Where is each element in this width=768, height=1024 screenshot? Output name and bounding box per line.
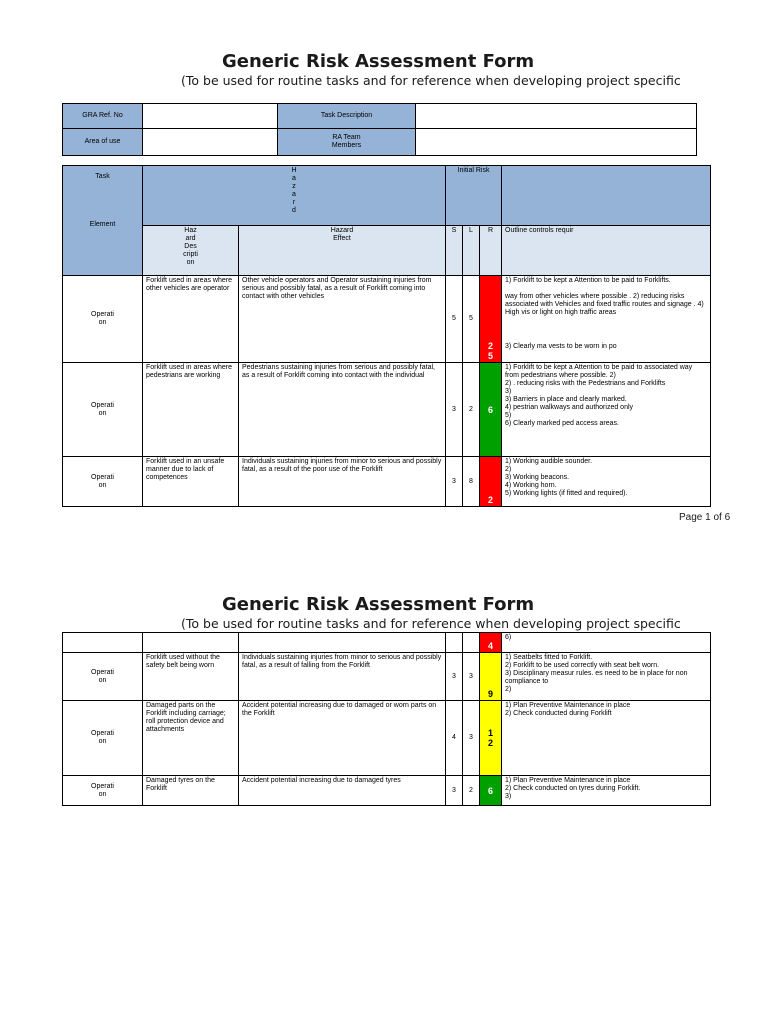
element-line: Operati (91, 782, 114, 790)
risk-rating-cell (480, 653, 502, 701)
risk-digit: 9 (487, 689, 493, 699)
hazard-cell: Forklift used in areas where other vehicles are operator (143, 276, 239, 363)
table-row (63, 776, 711, 806)
risk-digit: 1 (487, 728, 493, 738)
controls-cell (502, 701, 711, 776)
control-line: 1) Seatbelts fitted to Forklift. (505, 654, 593, 661)
severity-cell: 3 (446, 653, 463, 701)
element-line: on (98, 409, 107, 417)
table-row (63, 633, 711, 653)
likelihood-cell: 8 (463, 457, 480, 507)
effect-cell: Pedestrians sustaining injuries from serious and possibly fatal, as a result of Forklift coming into contact with the individual (239, 363, 446, 457)
severity-cell: 4 (446, 701, 463, 776)
risk-table-page2 (62, 632, 711, 806)
hazard-letter: H (291, 167, 297, 174)
effect-cell (239, 633, 446, 653)
element-cell (63, 776, 143, 806)
element-cell (63, 457, 143, 507)
severity-cell: 3 (446, 457, 463, 507)
likelihood-cell: 2 (463, 363, 480, 457)
hazard-letter: a (292, 191, 296, 198)
element-line: Operati (91, 668, 114, 676)
table-row (63, 276, 711, 363)
risk-digit: 4 (487, 641, 493, 651)
control-line: 6) Clearly marked ped access areas. (505, 420, 619, 427)
controls-cell (502, 276, 711, 363)
controls-cell (502, 633, 711, 653)
hazard-desc-line: on (186, 259, 195, 266)
control-line: 1) Working audible sounder. (505, 458, 593, 465)
control-line: 4) pestrian walkways and authorized only (505, 404, 634, 411)
risk-rating-cell (480, 457, 502, 507)
severity-cell: 3 (446, 363, 463, 457)
element-cell (63, 653, 143, 701)
control-line: 3) (505, 793, 512, 800)
element-cell (63, 363, 143, 457)
control-line: 2) (505, 686, 512, 693)
severity-cell: 3 (446, 776, 463, 806)
control-line: 1) Forklift to be kept a Attention to be paid to associated way from pedestrians where possible. 2) (505, 364, 693, 379)
controls-header: Outline controls requir (502, 226, 711, 276)
initial-risk-header: Initial Risk (446, 166, 502, 226)
effect-cell: Individuals sustaining injuries from minor to serious and possibly fatal, as a result of the poor use of the Forklift (239, 457, 446, 507)
task-element-header (63, 166, 143, 276)
element-line: on (98, 676, 107, 684)
hazard-letter: d (292, 207, 296, 214)
risk-header: R (480, 226, 502, 276)
control-line: 4) Working horn. (505, 482, 557, 489)
control-line: 2) Check conducted on tyres during Forklift. (505, 785, 641, 792)
controls-cell (502, 776, 711, 806)
info-table (62, 103, 697, 156)
control-line: 3) (505, 388, 512, 395)
table-row (63, 701, 711, 776)
effect-cell: Other vehicle operators and Operator sustaining injuries from serious and possibly fatal, as a result of Forklift coming into contact with other vehicles (239, 276, 446, 363)
area-of-use-label: Area of use (63, 129, 143, 156)
ra-team-label-line1: RA Team (332, 134, 361, 141)
element-line: Operati (91, 730, 114, 737)
element-line: on (98, 790, 107, 798)
element-line: Operati (91, 311, 114, 318)
element-line: Operati (91, 401, 114, 409)
hazard-cell: Forklift used without the safety belt being worn (143, 653, 239, 701)
controls-cell (502, 363, 711, 457)
hazard-description-header (143, 226, 239, 276)
control-line: 2) . reducing risks with the Pedestrians and Forklifts (505, 380, 666, 387)
element-line: Operati (91, 473, 114, 481)
controls-cell (502, 653, 711, 701)
risk-rating-cell (480, 776, 502, 806)
control-line: 6) (505, 634, 512, 641)
controls-header-top (502, 166, 711, 226)
risk-digit: 2 (487, 738, 493, 748)
task-header: Task (95, 173, 110, 180)
control-line: 1) Plan Preventive Maintenance in place (505, 702, 631, 709)
severity-header: S (446, 226, 463, 276)
hazard-desc-line: Haz (184, 227, 197, 234)
ra-team-field[interactable] (416, 129, 697, 156)
control-line: 1) Forklift to be kept a Attention to be paid to Forklifts. (505, 277, 671, 284)
hazard-cell: Damaged parts on the Forklift including carriage; roll protection device and attachments (143, 701, 239, 776)
hazard-desc-line: ard (185, 235, 196, 242)
control-line: 2) (505, 466, 512, 473)
element-line: on (98, 481, 107, 489)
control-line: way from other vehicles where possible . 2) reducing risks associated with Vehicles and fixed traffic routes and signage . 4) High vis or light on high traffic areas (505, 293, 704, 316)
severity-cell: 5 (446, 276, 463, 363)
control-line: 5) Working lights (if fitted and required). (505, 490, 628, 497)
risk-rating-cell (480, 701, 502, 776)
element-cell (63, 701, 143, 776)
table-row (63, 363, 711, 457)
risk-digit: 2 (487, 341, 493, 351)
hazard-cell: Damaged tyres on the Forklift (143, 776, 239, 806)
effect-cell: Individuals sustaining injuries from minor to serious and possibly fatal, as a result of falling from the Forklift (239, 653, 446, 701)
form-title: Generic Risk Assessment Form (222, 51, 535, 72)
hazard-effect-header (239, 226, 446, 276)
element-cell (63, 276, 143, 363)
likelihood-cell: 5 (463, 276, 480, 363)
hazard-desc-line: cripti (183, 251, 198, 258)
ra-team-label-line2: Members (331, 142, 362, 149)
control-line: 5) (505, 412, 512, 419)
severity-cell (446, 633, 463, 653)
effect-cell: Accident potential increasing due to damaged tyres (239, 776, 446, 806)
risk-digit: 6 (487, 404, 493, 415)
risk-digit: 2 (487, 495, 493, 505)
likelihood-cell (463, 633, 480, 653)
controls-cell (502, 457, 711, 507)
page-number: Page 1 of 6 (679, 512, 731, 523)
risk-rating-cell (480, 633, 502, 653)
gra-ref-field[interactable] (143, 104, 278, 129)
risk-table-page1 (62, 165, 711, 507)
control-line: 3) Barriers in place and clearly marked. (505, 396, 627, 403)
element-header: Element (89, 221, 116, 228)
form-subtitle-page2: (To be used for routine tasks and for reference when developing project specific (181, 616, 681, 631)
element-line: on (98, 319, 107, 326)
hazard-letter: a (292, 175, 296, 182)
likelihood-header: L (463, 226, 480, 276)
element-line: on (98, 738, 107, 745)
table-row (63, 653, 711, 701)
task-description-label: Task Description (278, 104, 416, 129)
form-subtitle: (To be used for routine tasks and for reference when developing project specific (181, 73, 681, 88)
likelihood-cell: 3 (463, 701, 480, 776)
control-line: 3) Working beacons. (505, 474, 570, 481)
control-line: 3) Clearly ma vests to be worn in po (505, 343, 617, 350)
table-row (63, 457, 711, 507)
control-line: 2) Forklift to be used correctly with seat belt worn. (505, 662, 660, 669)
form-title-page2: Generic Risk Assessment Form (222, 594, 535, 615)
hazard-letter: r (292, 199, 296, 206)
element-cell (63, 633, 143, 653)
hazard-letter: z (292, 183, 296, 190)
hazard-cell: Forklift used in areas where pedestrians are working (143, 363, 239, 457)
risk-digit: 6 (487, 785, 493, 796)
likelihood-cell: 2 (463, 776, 480, 806)
task-description-field[interactable] (416, 104, 697, 129)
hazard-effect-line2: Effect (333, 235, 351, 242)
ra-team-label (278, 129, 416, 156)
hazard-desc-line: Des (184, 243, 197, 250)
area-of-use-field[interactable] (143, 129, 278, 156)
hazard-header (143, 166, 446, 226)
risk-rating-cell (480, 276, 502, 363)
hazard-cell: Forklift used in an unsafe manner due to lack of competences (143, 457, 239, 507)
likelihood-cell: 3 (463, 653, 480, 701)
control-line: 2) Check conducted during Forklift (505, 710, 612, 717)
gra-ref-label: GRA Ref. No (63, 104, 143, 129)
control-line: 3) Disciplinary measur rules. es need to be in place for non compliance to (505, 670, 688, 685)
risk-digit: 5 (487, 351, 493, 361)
control-line: 1) Plan Preventive Maintenance in place (505, 777, 631, 784)
hazard-cell (143, 633, 239, 653)
risk-rating-cell (480, 363, 502, 457)
hazard-effect-line1: Hazard (330, 227, 354, 234)
effect-cell: Accident potential increasing due to damaged or worn parts on the Forklift (239, 701, 446, 776)
